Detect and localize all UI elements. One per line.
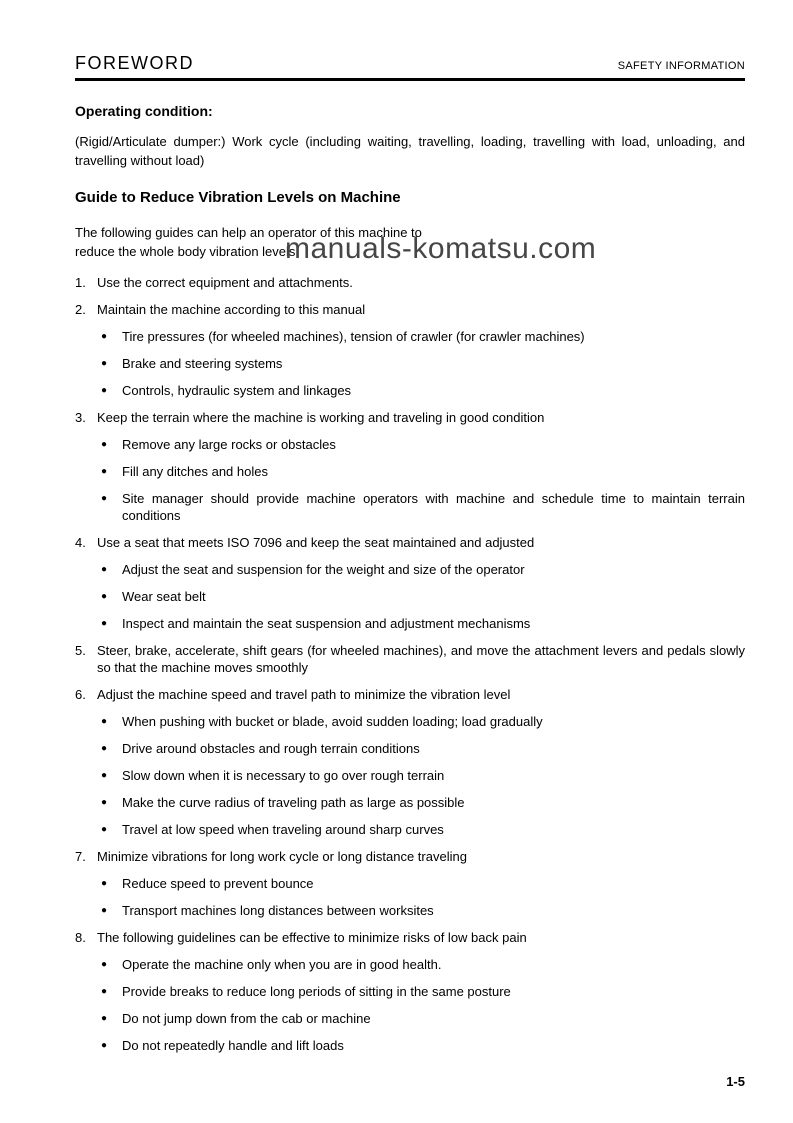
bullet-item <box>75 1037 745 1054</box>
bullet-item <box>75 436 745 453</box>
bullet-item-text: Transport machines long distances between worksites <box>122 903 434 918</box>
list-item-number: 8. <box>75 930 86 945</box>
guide-intro-line1: The following guides can help an operator of this machine to <box>75 225 422 240</box>
bullet-item <box>75 382 745 399</box>
bullet-item <box>75 767 745 784</box>
bullet-icon: ● <box>101 564 108 575</box>
list-item-number: 6. <box>75 687 86 702</box>
bullet-item-text: Make the curve radius of traveling path as large as possible <box>122 795 465 810</box>
bullet-item-text: Controls, hydraulic system and linkages <box>122 383 352 398</box>
header-section-label: SAFETY INFORMATION <box>617 60 745 72</box>
bullet-item <box>75 1010 745 1027</box>
bullet-item-text: Operate the machine only when you are in good health. <box>122 957 442 972</box>
bullet-icon: ● <box>101 591 108 602</box>
bullet-icon: ● <box>101 905 108 916</box>
list-item-number: 3. <box>75 410 86 425</box>
bullet-item-text: Remove any large rocks or obstacles <box>122 437 336 452</box>
bullet-icon: ● <box>101 797 108 808</box>
bullet-icon: ● <box>101 358 108 369</box>
bullet-item-text: Brake and steering systems <box>122 356 283 371</box>
bullet-item-text: Adjust the seat and suspension for the weight and size of the operator <box>122 562 525 577</box>
list-item-text: Use the correct equipment and attachments. <box>97 275 353 290</box>
page-content <box>75 0 745 1064</box>
bullet-icon: ● <box>101 331 108 342</box>
bullet-item <box>75 588 745 605</box>
list-item <box>75 929 745 946</box>
header-rule <box>75 78 745 81</box>
list-item <box>75 534 745 551</box>
bullet-item <box>75 740 745 757</box>
list-item <box>75 686 745 703</box>
operating-condition-body: (Rigid/Articulate dumper:) Work cycle (including waiting, travelling, loading, travelling with load, unloading, and travelling without load) <box>75 134 745 168</box>
list-item-text: The following guidelines can be effective to minimize risks of low back pain <box>97 930 527 945</box>
bullet-item <box>75 821 745 838</box>
list-item-number: 4. <box>75 535 86 550</box>
guide-list <box>75 274 745 1054</box>
bullet-item-text: Reduce speed to prevent bounce <box>122 876 314 891</box>
bullet-item <box>75 713 745 730</box>
list-item-number: 5. <box>75 643 86 658</box>
operating-condition-title: Operating condition: <box>75 103 213 119</box>
watermark-text: manuals-komatsu.com <box>285 232 597 265</box>
page-header <box>75 53 745 74</box>
bullet-icon: ● <box>101 824 108 835</box>
bullet-item-text: Do not jump down from the cab or machine <box>122 1011 371 1026</box>
list-item-text: Adjust the machine speed and travel path to minimize the vibration level <box>97 687 511 702</box>
bullet-item <box>75 328 745 345</box>
bullet-item-text: Do not repeatedly handle and lift loads <box>122 1038 344 1053</box>
bullet-item-text: Slow down when it is necessary to go over rough terrain <box>122 768 445 783</box>
list-item <box>75 301 745 318</box>
list-item-text: Keep the terrain where the machine is working and traveling in good condition <box>97 410 545 425</box>
bullet-icon: ● <box>101 493 108 504</box>
bullet-item <box>75 355 745 372</box>
list-item <box>75 642 745 676</box>
bullet-item <box>75 794 745 811</box>
bullet-item <box>75 561 745 578</box>
guide-title: Guide to Reduce Vibration Levels on Machine <box>75 189 401 206</box>
list-item-text: Maintain the machine according to this manual <box>97 302 366 317</box>
bullet-item <box>75 983 745 1000</box>
guide-intro-line2: reduce the whole body vibration levels <box>75 244 296 259</box>
list-item <box>75 848 745 865</box>
list-item-number: 2. <box>75 302 86 317</box>
bullet-icon: ● <box>101 986 108 997</box>
guide-intro <box>75 223 745 265</box>
bullet-icon: ● <box>101 878 108 889</box>
bullet-item <box>75 875 745 892</box>
bullet-item <box>75 902 745 919</box>
list-item-number: 1. <box>75 275 86 290</box>
page-number: 1-5 <box>726 1074 745 1089</box>
bullet-item-text: Fill any ditches and holes <box>122 464 268 479</box>
bullet-icon: ● <box>101 716 108 727</box>
list-item-text: Use a seat that meets ISO 7096 and keep the seat maintained and adjusted <box>97 535 535 550</box>
bullet-item-text: Provide breaks to reduce long periods of sitting in the same posture <box>122 984 511 999</box>
header-title: FOREWORD <box>75 53 194 73</box>
bullet-item-text: Travel at low speed when traveling around sharp curves <box>122 822 444 837</box>
list-item <box>75 409 745 426</box>
bullet-item-text: Drive around obstacles and rough terrain conditions <box>122 741 420 756</box>
bullet-icon: ● <box>101 618 108 629</box>
bullet-icon: ● <box>101 466 108 477</box>
list-item-number: 7. <box>75 849 86 864</box>
bullet-item <box>75 956 745 973</box>
bullet-item <box>75 615 745 632</box>
list-item-text: Steer, brake, accelerate, shift gears (for wheeled machines), and move the attachment levers and pedals slowly so that the machine moves smoothly <box>97 643 745 675</box>
bullet-item-text: Wear seat belt <box>122 589 206 604</box>
bullet-icon: ● <box>101 385 108 396</box>
bullet-item-text: Site manager should provide machine operators with machine and schedule time to maintain terrain conditions <box>122 491 745 523</box>
bullet-icon: ● <box>101 743 108 754</box>
bullet-icon: ● <box>101 959 108 970</box>
bullet-item-text: When pushing with bucket or blade, avoid sudden loading; load gradually <box>122 714 543 729</box>
bullet-item <box>75 490 745 524</box>
bullet-item-text: Inspect and maintain the seat suspension and adjustment mechanisms <box>122 616 531 631</box>
bullet-icon: ● <box>101 439 108 450</box>
list-item <box>75 274 745 291</box>
bullet-item <box>75 463 745 480</box>
bullet-item-text: Tire pressures (for wheeled machines), tension of crawler (for crawler machines) <box>122 329 585 344</box>
list-item-text: Minimize vibrations for long work cycle or long distance traveling <box>97 849 467 864</box>
bullet-icon: ● <box>101 770 108 781</box>
bullet-icon: ● <box>101 1040 108 1051</box>
bullet-icon: ● <box>101 1013 108 1024</box>
